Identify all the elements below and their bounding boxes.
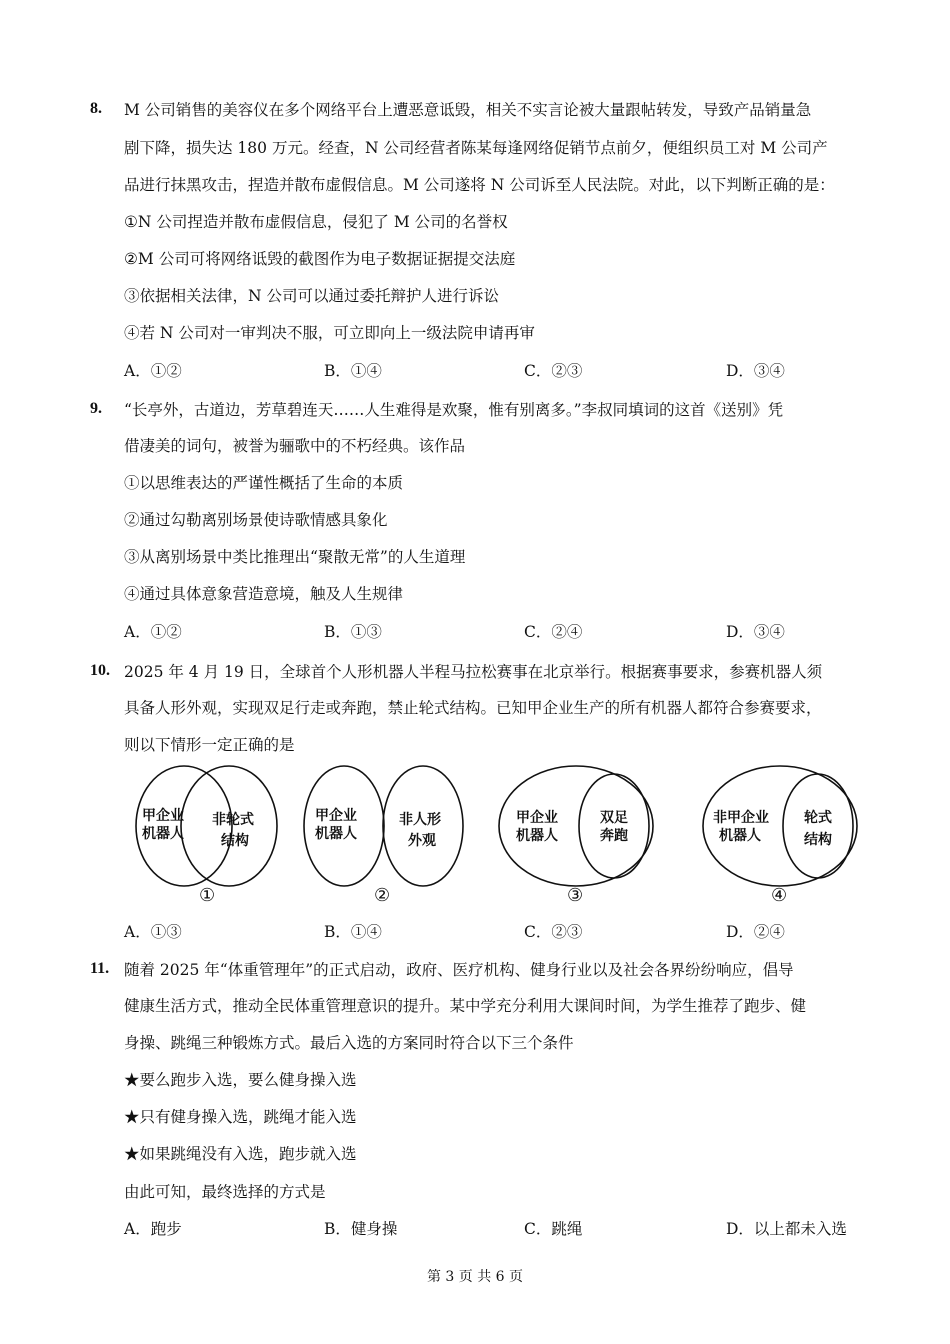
question-number: 11. — [90, 960, 110, 977]
stem-line: 则以下情形一定正确的是 — [124, 736, 295, 754]
statement-item: ③依据相关法律，N 公司可以通过委托辩护人进行诉讼 — [124, 287, 499, 305]
option-c[interactable]: C．跳绳 — [524, 1220, 583, 1238]
stem-line: 健康生活方式，推动全民体重管理意识的提升。某中学充分利用大课间时间，为学生推荐了跑步、健 — [124, 997, 807, 1015]
stem-line: 身操、跳绳三种锻炼方式。最后入选的方案同时符合以下三个条件 — [124, 1034, 574, 1052]
set-ellipse — [579, 774, 649, 878]
answer-options — [124, 1219, 864, 1239]
option-b[interactable]: B．①③ — [324, 623, 382, 641]
question-9 — [90, 398, 870, 648]
question-number: 9. — [90, 400, 102, 417]
statement-item: ②通过勾勒离别场景使诗歌情感具象化 — [124, 511, 388, 529]
option-d[interactable]: D．以上都未入选 — [726, 1220, 847, 1238]
set-label: 奔跑 — [600, 828, 628, 844]
set-label: 机器人 — [719, 828, 761, 844]
stem-line: 具备人形外观，实现双足行走或奔跑，禁止轮式结构。已知甲企业生产的所有机器人都符合参赛要求， — [124, 699, 822, 717]
condition-item: ★只有健身操入选，跳绳才能入选 — [124, 1108, 357, 1126]
question-8 — [90, 98, 870, 388]
option-d[interactable]: D．③④ — [726, 623, 785, 641]
statement-item: ④若 N 公司对一审判决不服，可立即向上一级法院申请再审 — [124, 324, 535, 342]
question-number: 10. — [90, 662, 110, 679]
statement-item: ①以思维表达的严谨性概括了生命的本质 — [124, 474, 404, 492]
page-footer: 第 3 页 共 6 页 — [426, 1269, 524, 1285]
option-d[interactable]: D．③④ — [726, 362, 785, 380]
diagram-number: ④ — [771, 885, 788, 904]
option-a[interactable]: A．①③ — [124, 923, 182, 941]
venn-diagram-3 — [496, 764, 661, 908]
condition-item: ★如果跳绳没有入选，跑步就入选 — [124, 1145, 357, 1163]
option-b[interactable]: B．①④ — [324, 362, 382, 380]
set-label: 双足 — [600, 810, 628, 826]
set-label: 甲企业 — [142, 808, 184, 824]
answer-options — [124, 622, 864, 642]
answer-options — [124, 361, 864, 381]
condition-item: ★要么跑步入选，要么健身操入选 — [124, 1071, 357, 1089]
option-a[interactable]: A．跑步 — [124, 1220, 182, 1238]
question-10 — [90, 660, 870, 950]
diagram-number: ② — [374, 885, 391, 904]
set-label: 机器人 — [315, 826, 357, 842]
option-c[interactable]: C．②④ — [524, 623, 583, 641]
diagram-number: ③ — [567, 885, 584, 904]
set-label: 甲企业 — [315, 808, 357, 824]
option-c[interactable]: C．②③ — [524, 362, 583, 380]
set-label: 结构 — [221, 833, 249, 849]
set-label: 机器人 — [142, 826, 184, 842]
set-ellipse — [703, 766, 857, 886]
conclusion-line: 由此可知，最终选择的方式是 — [124, 1183, 326, 1201]
set-label: 结构 — [804, 832, 832, 848]
statement-item: ④通过具体意象营造意境，触及人生规律 — [124, 585, 404, 603]
set-label: 轮式 — [804, 810, 832, 826]
diagram-number: ① — [199, 885, 216, 904]
stem-line: 借凄美的词句，被誉为骊歌中的不朽经典。该作品 — [124, 437, 466, 455]
set-label: 非甲企业 — [713, 810, 769, 826]
stem-line: 随着 2025 年“体重管理年”的正式启动，政府、医疗机构、健身行业以及社会各界纷纷响应，倡导 — [124, 961, 794, 979]
option-a[interactable]: A．①② — [124, 623, 182, 641]
set-label: 甲企业 — [516, 810, 558, 826]
set-label: 非人形 — [399, 812, 441, 828]
set-ellipse — [783, 774, 853, 878]
venn-diagram-1 — [132, 764, 282, 908]
option-b[interactable]: B．①④ — [324, 923, 382, 941]
stem-line: 2025 年 4 月 19 日，全球首个人形机器人半程马拉松赛事在北京举行。根据赛事要求，参赛机器人须 — [124, 663, 823, 681]
option-b[interactable]: B．健身操 — [324, 1220, 398, 1238]
set-ellipse — [499, 766, 653, 886]
question-11 — [90, 958, 870, 1248]
statement-item: ③从离别场景中类比推理出“聚散无常”的人生道理 — [124, 548, 466, 566]
option-a[interactable]: A．①② — [124, 362, 182, 380]
statement-item: ①N 公司捏造并散布虚假信息，侵犯了 M 公司的名誉权 — [124, 213, 508, 231]
stem-line: “长亭外，古道边，芳草碧连天……人生难得是欢聚，惟有别离多。”李叔同填词的这首《送别》凭 — [124, 401, 784, 419]
set-label: 机器人 — [516, 828, 558, 844]
set-label: 非轮式 — [212, 812, 254, 828]
venn-diagram-2 — [302, 764, 467, 908]
option-d[interactable]: D．②④ — [726, 923, 785, 941]
venn-diagram-4 — [700, 764, 865, 908]
stem-line: 品进行抹黑攻击，捏造并散布虚假信息。M 公司遂将 N 公司诉至人民法院。对此，以下判断正确的是： — [124, 176, 835, 194]
stem-line: M 公司销售的美容仪在多个网络平台上遭恶意诋毁，相关不实言论被大量跟帖转发，导致产品销量急 — [124, 101, 812, 119]
stem-line: 剧下降，损失达 180 万元。经查，N 公司经营者陈某每逢网络促销节点前夕，便组织员工对 M 公司产 — [124, 139, 828, 157]
set-label: 外观 — [408, 833, 436, 849]
statement-item: ②M 公司可将网络诋毁的截图作为电子数据证据提交法庭 — [124, 250, 516, 268]
answer-options — [124, 922, 864, 942]
question-number: 8. — [90, 100, 102, 117]
option-c[interactable]: C．②③ — [524, 923, 583, 941]
